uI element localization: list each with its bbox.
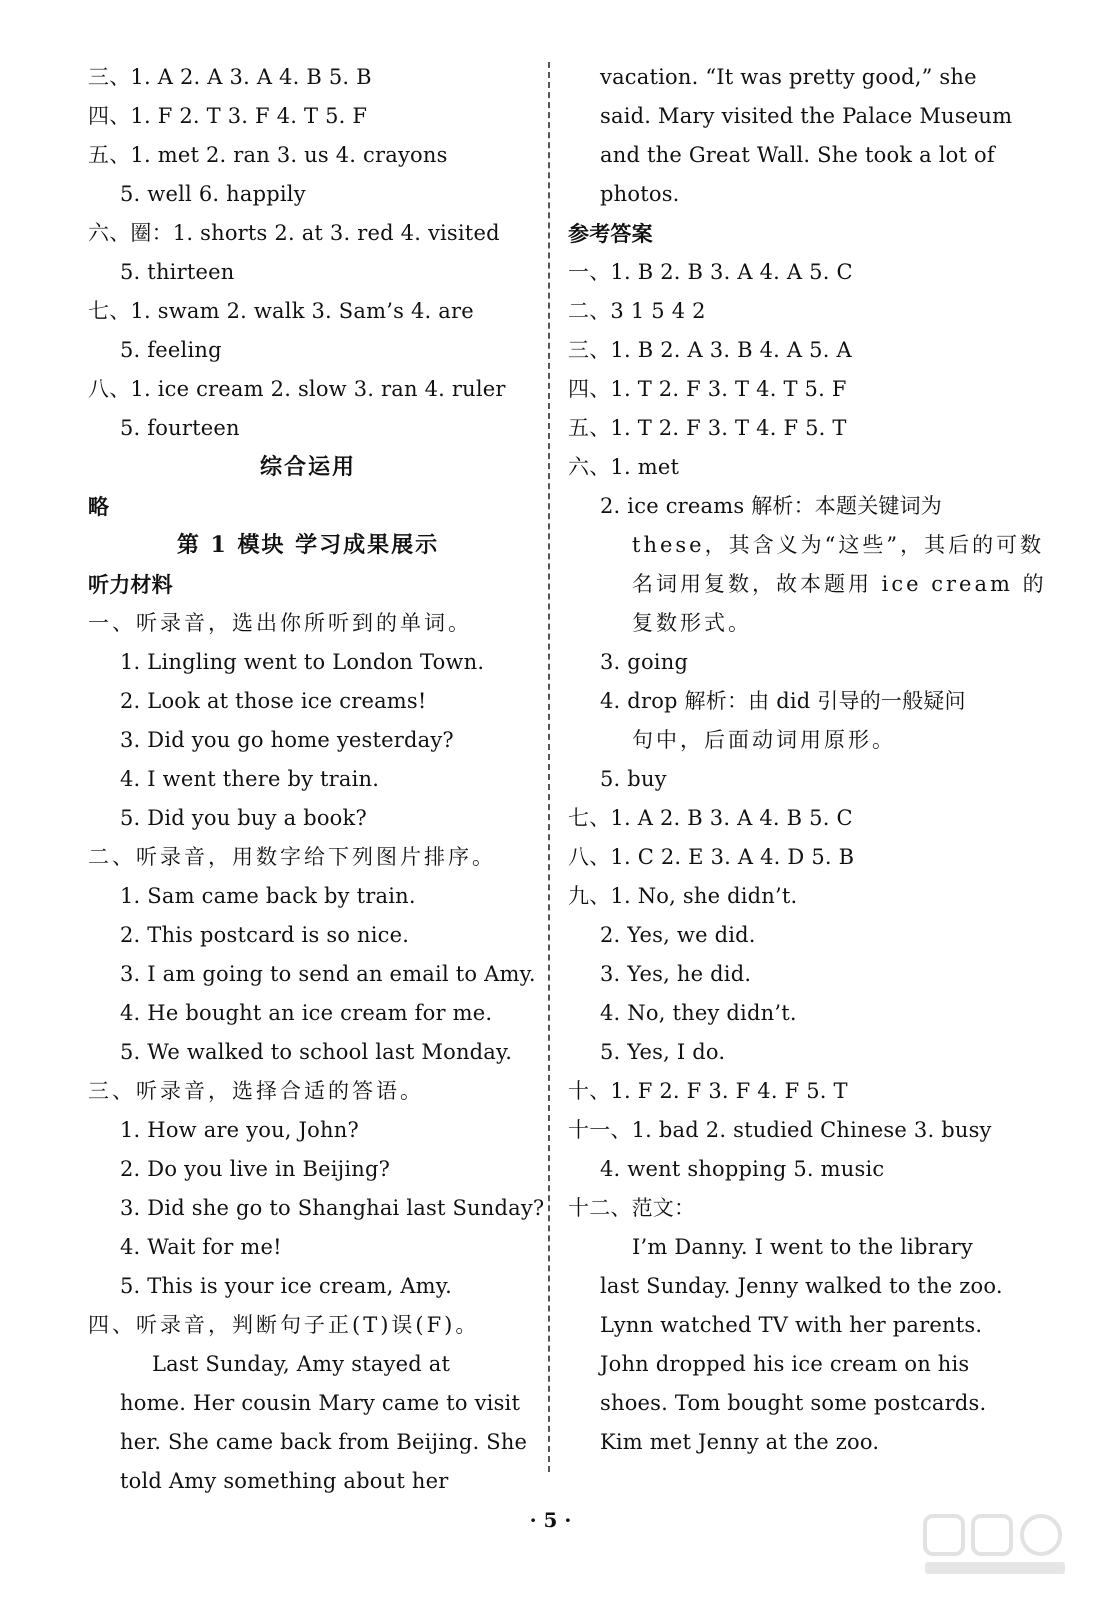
answer-line: 四、1. F 2. T 3. F 4. T 5. F <box>88 104 368 128</box>
script-line: 1. How are you, John? <box>120 1118 359 1142</box>
answer-line: 九、1. No, she didn’t. <box>568 884 798 908</box>
left-column <box>88 58 545 1501</box>
answer-line: 五、1. met 2. ran 3. us 4. crayons <box>88 143 448 167</box>
answer-line: 四、1. T 2. F 3. T 4. T 5. F <box>568 377 847 401</box>
page-number: · 5 · <box>529 1508 572 1532</box>
essay-line: I’m Danny. I went to the library <box>632 1235 973 1259</box>
answer-line: 略 <box>88 494 110 519</box>
passage-line: Last Sunday, Amy stayed at <box>152 1352 451 1376</box>
answer-line: 3. Yes, he did. <box>600 962 752 986</box>
essay-line: John dropped his ice cream on his <box>600 1352 970 1376</box>
script-line: 3. Did she go to Shanghai last Sunday? <box>120 1196 545 1220</box>
passage-line: her. She came back from Beijing. She <box>120 1430 528 1454</box>
answer-line: 十一、1. bad 2. studied Chinese 3. busy <box>568 1118 992 1142</box>
answer-line: 2. ice creams 解析：本题关键词为 <box>600 494 943 518</box>
answer-line: 六、圈：1. shorts 2. at 3. red 4. visited <box>88 221 500 245</box>
script-line: 1. Lingling went to London Town. <box>120 650 485 674</box>
script-line: 2. This postcard is so nice. <box>120 923 410 947</box>
answer-line: 5. thirteen <box>120 260 235 284</box>
answer-line: 七、1. swam 2. walk 3. Sam’s 4. are <box>88 299 474 323</box>
answer-line: 4. drop 解析：由 did 引导的一般疑问 <box>600 689 966 713</box>
script-line: 5. We walked to school last Monday. <box>120 1040 513 1064</box>
answer-line: 八、1. C 2. E 3. A 4. D 5. B <box>568 845 855 869</box>
question-heading: 二、听录音，用数字给下列图片排序。 <box>88 845 496 869</box>
question-heading: 三、听录音，选择合适的答语。 <box>88 1079 424 1103</box>
question-heading: 一、听录音，选出你所听到的单词。 <box>88 611 472 635</box>
script-line: 5. Did you buy a book? <box>120 806 367 830</box>
explanation-line: 名词用复数，故本题用 ice cream 的 <box>632 572 1047 596</box>
answer-line: 5. Yes, I do. <box>600 1040 726 1064</box>
passage-line: said. Mary visited the Palace Museum <box>600 104 1013 128</box>
answer-line: 三、1. B 2. A 3. B 4. A 5. A <box>568 338 852 362</box>
passage-line: home. Her cousin Mary came to visit <box>120 1391 521 1415</box>
script-line: 2. Do you live in Beijing? <box>120 1157 391 1181</box>
answer-line: 十、1. F 2. F 3. F 4. F 5. T <box>568 1079 848 1103</box>
answer-line: 六、1. met <box>568 455 680 479</box>
answer-line: 十二、范文： <box>568 1196 696 1220</box>
explanation-line: 句中，后面动词用原形。 <box>632 728 896 752</box>
essay-line: last Sunday. Jenny walked to the zoo. <box>600 1274 1003 1298</box>
answer-line: 七、1. A 2. B 3. A 4. B 5. C <box>568 806 853 830</box>
answer-line: 5. feeling <box>120 338 222 362</box>
passage-line: vacation. “It was pretty good,” she <box>600 65 977 89</box>
question-heading: 四、听录音，判断句子正(T)误(F)。 <box>88 1313 480 1337</box>
passage-line: told Amy something about her <box>120 1469 449 1493</box>
section-label: 参考答案 <box>568 221 653 246</box>
script-line: 4. He bought an ice cream for me. <box>120 1001 493 1025</box>
answer-line: 5. fourteen <box>120 416 240 440</box>
script-line: 2. Look at those ice creams! <box>120 689 427 713</box>
section-label: 听力材料 <box>88 572 173 597</box>
essay-line: Kim met Jenny at the zoo. <box>600 1430 880 1454</box>
answer-line: 五、1. T 2. F 3. T 4. F 5. T <box>568 416 847 440</box>
answer-line: 三、1. A 2. A 3. A 4. B 5. B <box>88 65 372 89</box>
essay-line: Lynn watched TV with her parents. <box>600 1313 983 1337</box>
explanation-line: 复数形式。 <box>632 611 752 635</box>
answer-line: 二、3 1 5 4 2 <box>568 299 706 323</box>
answer-line: 4. went shopping 5. music <box>600 1157 885 1181</box>
answer-line: 4. No, they didn’t. <box>600 1001 797 1025</box>
passage-line: photos. <box>600 182 680 206</box>
script-line: 1. Sam came back by train. <box>120 884 416 908</box>
answer-line: 3. going <box>600 650 689 674</box>
right-column <box>568 58 1047 1462</box>
answer-line: 一、1. B 2. B 3. A 4. A 5. C <box>568 260 853 284</box>
column-divider <box>548 62 550 1472</box>
answer-line: 八、1. ice cream 2. slow 3. ran 4. ruler <box>88 377 506 401</box>
passage-line: and the Great Wall. She took a lot of <box>600 143 995 167</box>
script-line: 5. This is your ice cream, Amy. <box>120 1274 452 1298</box>
script-line: 4. Wait for me! <box>120 1235 282 1259</box>
section-heading: 综合运用 <box>259 454 356 480</box>
script-line: 3. Did you go home yesterday? <box>120 728 454 752</box>
answer-line: 2. Yes, we did. <box>600 923 756 947</box>
script-line: 4. I went there by train. <box>120 767 380 791</box>
script-line: 3. I am going to send an email to Amy. <box>120 962 536 986</box>
explanation-line: these，其含义为“这些”，其后的可数 <box>632 533 1045 557</box>
answer-line: 5. well 6. happily <box>120 182 306 206</box>
watermark-logo-icon <box>921 1510 1071 1580</box>
essay-line: shoes. Tom bought some postcards. <box>600 1391 987 1415</box>
answer-line: 5. buy <box>600 767 667 791</box>
module-title: 第 1 模块 学习成果展示 <box>176 532 440 558</box>
